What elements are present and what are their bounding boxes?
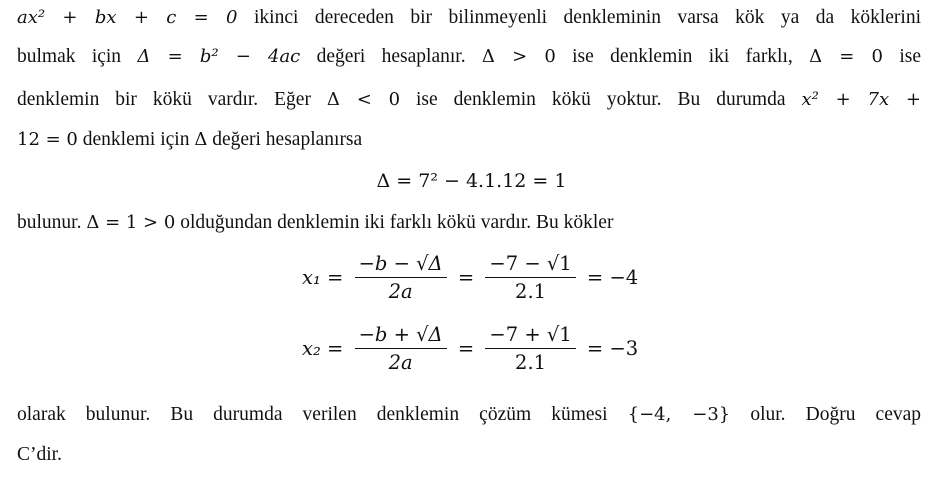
x1-result: = −4 [586, 266, 639, 289]
x2-result: = −3 [586, 337, 639, 360]
text-line-6 [17, 403, 921, 427]
denominator: 2a [388, 280, 413, 303]
solution-set: {−4, −3} [627, 404, 731, 425]
delta-equation: Δ = 7² − 4.1.12 = 1 [376, 170, 567, 192]
text-segment: ise denklemin kökü yoktur. Bu durumda [416, 89, 786, 110]
denominator: 2a [388, 351, 413, 374]
equals-sign: = [457, 266, 475, 289]
math-inline: Δ > 0 [481, 46, 556, 67]
equation-general-form: ax² + bx + c = 0 [17, 7, 238, 28]
fraction-general [355, 252, 447, 303]
math-inline: Δ = 1 > 0 [86, 212, 176, 233]
text-line-7 [17, 443, 62, 467]
math-inline: Δ < 0 [326, 89, 401, 110]
math-inline: Δ [194, 129, 208, 150]
text-segment: olarak bulunur. Bu durumda verilen denklemin çözüm kümesi [17, 404, 608, 425]
root-x1-equation [302, 252, 638, 303]
text-segment: ise [899, 46, 921, 67]
text-line-1 [17, 6, 921, 30]
text-segment: denklemi için [82, 129, 190, 150]
text-segment: olduğundan denklemin iki farklı kökü vardır. Bu kökler [180, 212, 614, 233]
text-segment: değeri hesaplanırsa [212, 129, 363, 150]
text-segment: denklemin bir kökü vardır. Eğer [17, 89, 311, 110]
numerator: −7 − √1 [485, 252, 575, 278]
denominator: 2.1 [515, 280, 547, 303]
fraction-general [355, 323, 447, 374]
discriminant-formula: Δ = b² − 4ac [137, 46, 301, 67]
text-segment: ise denklemin iki farklı, [572, 46, 793, 67]
denominator: 2.1 [515, 351, 547, 374]
x2-lhs: x₂ = [302, 337, 344, 360]
root-x2-equation [302, 323, 638, 374]
text-segment: olur. Doğru cevap [750, 404, 921, 425]
math-inline: x² + 7x + [801, 89, 921, 110]
numerator: −b + √Δ [355, 323, 447, 349]
text-line-3 [17, 88, 921, 112]
text-segment: ikinci dereceden bir bilinmeyenli denkleminin varsa kök ya da köklerini [253, 7, 922, 28]
fraction-numeric [485, 252, 575, 303]
equals-sign: = [457, 337, 475, 360]
answer-text: C’dir. [17, 444, 62, 465]
numerator: −7 + √1 [485, 323, 575, 349]
text-line-5 [17, 211, 613, 235]
text-line-2 [17, 45, 921, 69]
text-segment: bulmak için [17, 46, 122, 67]
text-segment: değeri hesaplanır. [316, 46, 466, 67]
math-inline: Δ = 0 [809, 46, 883, 67]
text-segment: bulunur. [17, 212, 82, 233]
fraction-numeric [485, 323, 575, 374]
text-line-4 [17, 128, 362, 152]
math-inline: 12 = 0 [17, 129, 78, 150]
numerator: −b − √Δ [355, 252, 447, 278]
x1-lhs: x₁ = [302, 266, 344, 289]
